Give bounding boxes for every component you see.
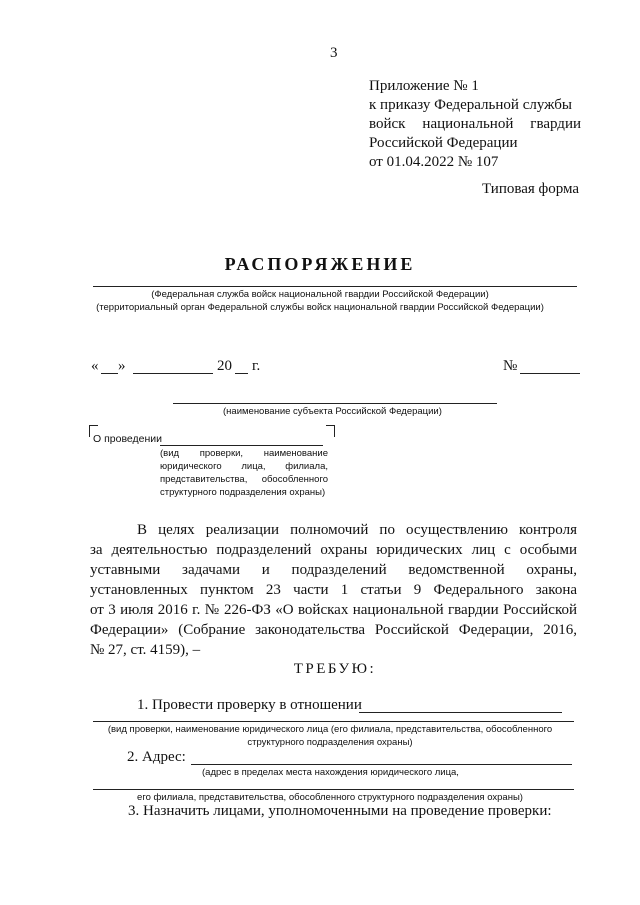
document-title: РАСПОРЯЖЕНИЕ xyxy=(224,254,416,274)
body-line-6: Федерации» (Собрание законодательства Российской Федерации, 2016, xyxy=(90,622,577,638)
item-2-hint-1: (адрес в пределах места нахождения юридического лица, xyxy=(202,767,459,778)
appendix-line-3: войск национальной гвардии xyxy=(369,116,581,132)
bracket-right xyxy=(326,425,335,437)
item-2-hint-2: его филиала, представительства, обособленного структурного подразделения охраны) xyxy=(137,792,523,803)
about-hint-2: юридического лица, филиала, xyxy=(160,461,328,472)
year-prefix: 20 xyxy=(217,358,232,374)
subject-line xyxy=(173,403,497,404)
item-3-text: 3. Назначить лицами, уполномоченными на проведение проверки: xyxy=(128,803,552,819)
body-line-2: за деятельностью подразделений охраны юридических лиц с особыми xyxy=(90,542,577,558)
issuer-line xyxy=(93,286,577,287)
subject-hint: (наименование субъекта Российской Федерации) xyxy=(223,406,442,417)
about-field xyxy=(160,445,323,446)
item-1-field xyxy=(359,712,562,713)
body-line-3: уставными задачами и подразделений ведомственной охраны, xyxy=(90,562,577,578)
demand-heading: ТРЕБУЮ: xyxy=(293,661,377,677)
item-1-hint-2: структурного подразделения охраны) xyxy=(247,737,413,748)
date-quote-close: » xyxy=(118,358,126,374)
day-field xyxy=(101,373,118,374)
item-1-hint-1: (вид проверки, наименование юридического лица (его филиала, представительства, обособленного xyxy=(107,724,553,735)
item-2-line xyxy=(93,789,574,790)
number-label: № xyxy=(503,358,518,374)
item-2-field xyxy=(191,764,572,765)
appendix-line-4: Российской Федерации xyxy=(369,135,518,151)
form-type: Типовая форма xyxy=(482,181,580,197)
month-field xyxy=(133,373,213,374)
number-field xyxy=(520,373,580,374)
issuer-hint-1: (Федеральная служба войск национальной гвардии Российской Федерации) xyxy=(151,289,489,300)
issuer-hint-2: (территориальный орган Федеральной службы войск национальной гвардии Российской Федерации) xyxy=(96,302,544,313)
body-line-4: установленных пунктом 23 части 1 статьи 9 Федерального закона xyxy=(90,582,577,598)
about-hint-1: (вид проверки, наименование xyxy=(160,448,328,459)
about-label: О проведении xyxy=(93,433,163,445)
body-line-5: от 3 июля 2016 г. № 226-ФЗ «О войсках национальной гвардии Российской xyxy=(90,602,577,618)
year-field xyxy=(235,373,248,374)
appendix-line-2: к приказу Федеральной службы xyxy=(369,97,573,113)
item-1-text: 1. Провести проверку в отношении xyxy=(137,697,362,713)
item-2-text: 2. Адрес: xyxy=(127,749,186,765)
item-1-line xyxy=(93,721,574,722)
year-suffix: г. xyxy=(252,358,261,374)
appendix-line-5: от 01.04.2022 № 107 xyxy=(369,154,499,170)
appendix-line-1: Приложение № 1 xyxy=(369,78,479,94)
date-quote-open: « xyxy=(91,358,99,374)
about-hint-3: представительства, обособленного xyxy=(160,474,328,485)
body-line-1: В целях реализации полномочий по осуществлению контроля xyxy=(137,522,577,538)
about-hint-4: структурного подразделения охраны) xyxy=(160,487,326,498)
page-number: 3 xyxy=(330,45,338,61)
body-line-7: № 27, ст. 4159), – xyxy=(90,642,201,658)
